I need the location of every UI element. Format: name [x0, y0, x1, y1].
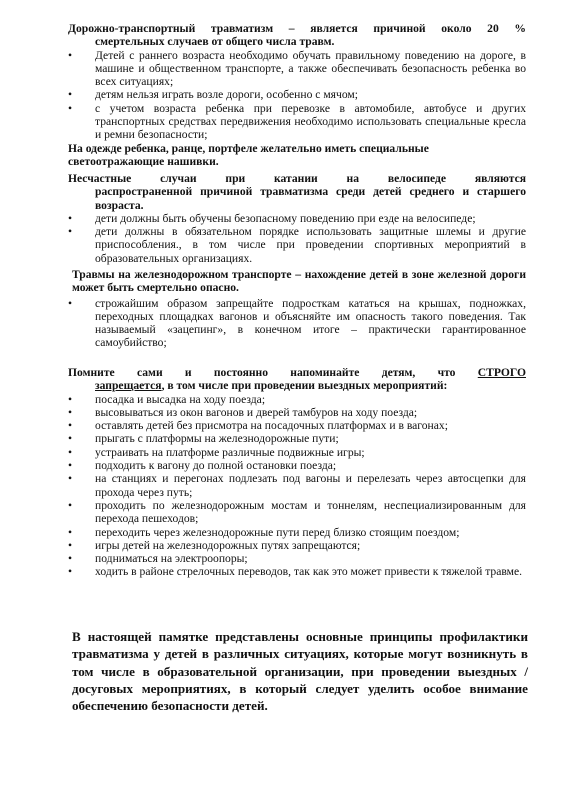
list-item: • проходить по железнодорожным мостам и тоннелям, неспециализированным для перехода пешеходов;: [68, 498, 526, 526]
bullet-icon: •: [68, 525, 73, 539]
list-item: • оставлять детей без присмотра на посадочных платформах и в вагонах;: [68, 419, 448, 433]
list-item: • ходить в районе стрелочных переводов, так как это может привести к тяжелой травме.: [68, 565, 523, 579]
bullet-icon: •: [68, 419, 73, 433]
bullet-icon: •: [68, 392, 73, 406]
section-prohibited-heading-line2: запрещается, в том числе при проведении выездных мероприятий:: [95, 379, 448, 393]
prohibited-emphasis: запрещается: [95, 379, 162, 393]
section-railway: [68, 268, 526, 350]
list-item: • подходить к вагону до полной остановки поезда;: [68, 459, 337, 473]
bicycle-safety-list: [68, 212, 526, 265]
bullet-icon: •: [68, 432, 73, 446]
bullet-icon: •: [68, 296, 73, 310]
list-item: • устраивать на платформе различные подвижные игры;: [68, 445, 365, 459]
list-item: • строжайшим образом запрещайте подросткам кататься на крышах, подножках, переходных площадках вагонов и объясняйте им опасность такого поведения. Так называемый «зацепинг», в конечном итоге – практически гарантированное самоубийство;: [68, 296, 526, 350]
list-item: • Детей с раннего возраста необходимо обучать правильному поведению на дороге, в машине и общественном транспорте, а также обеспечивать безопасность ребенка во всех ситуациях;: [68, 48, 526, 89]
section-prohibited-heading-line1: Помните сами и постоянно напоминайте детям, что СТРОГО: [68, 366, 526, 379]
section-prohibited: [68, 366, 526, 579]
bullet-icon: •: [68, 88, 73, 102]
list-item: • подниматься на электроопоры;: [68, 552, 248, 566]
bullet-icon: •: [68, 405, 73, 419]
strictly-emphasis: СТРОГО: [477, 366, 526, 379]
list-item: • дети должны быть обучены безопасному поведению при езде на велосипеде;: [68, 211, 476, 225]
list-item: • высовываться из окон вагонов и дверей тамбуров на ходу поезда;: [68, 405, 418, 419]
section-bicycle-heading-rest: распространенной причиной травматизма среди детей среднего и старшего возраста.: [95, 185, 526, 212]
bullet-icon: •: [68, 48, 73, 62]
bullet-icon: •: [68, 538, 73, 552]
list-item: • посадка и высадка на ходу поезда;: [68, 392, 266, 406]
bullet-icon: •: [68, 565, 73, 579]
list-item: • дети должны в обязательном порядке использовать защитные шлемы и другие приспособления., в том числе при проведении спортивных мероприятий в образовательных организациях.: [68, 225, 526, 265]
bullet-icon: •: [68, 101, 73, 115]
reflective-patches-note: На одежде ребенка, ранце, портфеле желательно иметь специальные светоотражающие нашивки.: [68, 141, 429, 168]
section-road-traffic: [68, 22, 526, 168]
section-bicycle: [68, 172, 526, 265]
railway-safety-list: [68, 297, 526, 350]
bullet-icon: •: [68, 225, 73, 239]
section-bicycle-heading-line1: Несчастные случаи при катании на велосипеде являются: [68, 172, 526, 185]
list-item: • переходить через железнодорожные пути перед близко стоящим поездом;: [68, 525, 460, 539]
list-item: • на станциях и перегонах подлезать под вагоны и перелезать через автосцепки для прохода через путь;: [68, 472, 526, 499]
bullet-icon: •: [68, 211, 73, 225]
section-road-heading-line1: Дорожно-транспортный травматизм – является причиной около 20 %: [68, 22, 526, 35]
bullet-icon: •: [68, 472, 73, 486]
section-railway-heading: Травмы на железнодорожном транспорте – нахождение детей в зоне железной дороги может быть смертельно опасно.: [72, 268, 526, 295]
list-item: • игры детей на железнодорожных путях запрещаются;: [68, 538, 361, 552]
prohibited-actions-list: [68, 393, 526, 579]
bullet-icon: •: [68, 498, 73, 512]
section-road-heading-line2: смертельных случаев от общего числа травм.: [95, 35, 335, 49]
road-safety-list: [68, 49, 526, 142]
bullet-icon: •: [68, 445, 73, 459]
memo-summary-paragraph: В настоящей памятке представлены основные принципы профилактики травматизма у детей в различных ситуациях, которые могут возникнуть в том числе в образовательной организации, при проведении выездных /досуговых мероприятиях, в который следует уделить особое внимание обеспечению безопасности детей.: [72, 629, 528, 714]
bullet-icon: •: [68, 459, 73, 473]
list-item: • детям нельзя играть возле дороги, особенно с мячом;: [68, 88, 358, 102]
list-item: • с учетом возраста ребенка при перевозке в автомобиле, автобусе и других транспортных средствах передвижения необходимо использовать специальные кресла и ремни безопасности;: [68, 101, 526, 142]
list-item: • прыгать с платформы на железнодорожные пути;: [68, 432, 339, 446]
bullet-icon: •: [68, 552, 73, 566]
